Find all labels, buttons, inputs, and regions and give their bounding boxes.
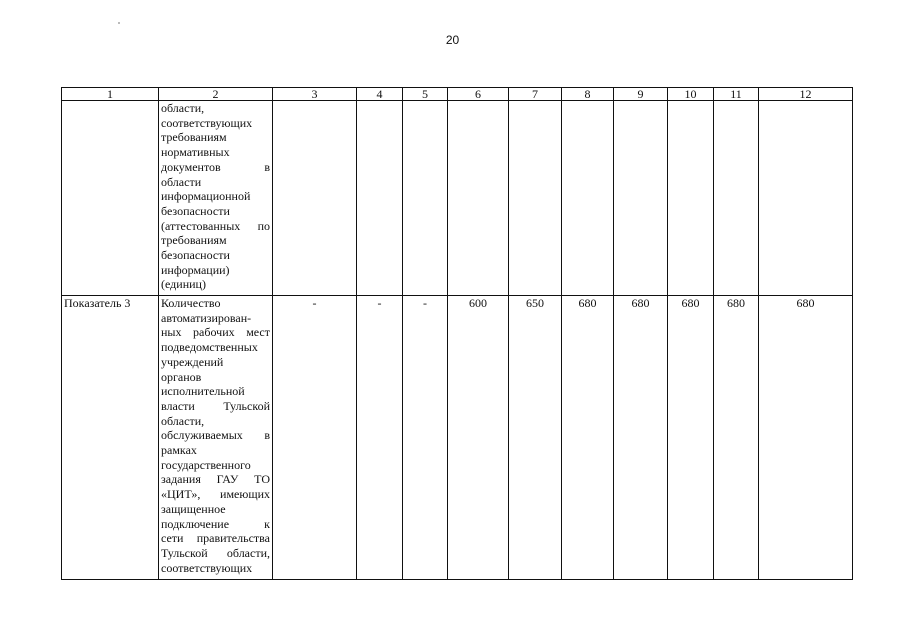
header-cell: 9: [614, 88, 668, 101]
header-cell: 5: [403, 88, 448, 101]
description-line: требованиям: [161, 233, 227, 248]
value-cell: 680: [668, 296, 714, 580]
indicator-cell: [62, 101, 159, 296]
page-number: 20: [445, 33, 460, 47]
description-line: рамках: [161, 443, 197, 458]
description-line: исполнительной: [161, 384, 245, 399]
value-cell: -: [403, 296, 448, 580]
value-cell: 680: [759, 296, 853, 580]
value-cell: 680: [714, 296, 759, 580]
description-line: обслуживаемых в: [161, 428, 270, 443]
value-cell: [614, 101, 668, 296]
description-line: безопасности: [161, 248, 230, 263]
header-cell: 2: [159, 88, 273, 101]
description-line: ных рабочих мест: [161, 325, 270, 340]
header-cell: 11: [714, 88, 759, 101]
description-line: власти Тульской: [161, 398, 270, 413]
header-row: [62, 88, 853, 101]
value-cell: [562, 101, 614, 296]
description-line: (единиц): [161, 277, 206, 292]
value-cell: [403, 101, 448, 296]
value-cell: -: [357, 296, 403, 580]
description-line: нормативных: [161, 145, 230, 160]
description-line: (аттестованных по: [161, 218, 270, 233]
indicator-cell: Показатель 3: [62, 296, 159, 580]
description-line: области: [161, 174, 202, 189]
description-line: требованиям: [161, 130, 227, 145]
description-line: информации): [161, 262, 230, 277]
header-cell: 4: [357, 88, 403, 101]
description-line: Тульской области,: [161, 545, 270, 560]
description-line: документов в: [161, 159, 270, 174]
description-line: безопасности: [161, 203, 230, 218]
value-cell: [668, 101, 714, 296]
header-cell: 10: [668, 88, 714, 101]
header-cell: 6: [448, 88, 509, 101]
value-cell: [759, 101, 853, 296]
value-cell: 680: [562, 296, 614, 580]
description-line: информационной: [161, 189, 251, 204]
description-line: подключение к: [161, 516, 270, 531]
description-line: подведомственных: [161, 340, 258, 355]
table-row: [62, 296, 853, 580]
description-line: области,: [161, 101, 205, 115]
value-cell: 680: [614, 296, 668, 580]
value-cell: [448, 101, 509, 296]
header-cell: 1: [62, 88, 159, 101]
description-line: соответствующих: [161, 560, 253, 575]
indicators-table: [61, 87, 853, 580]
value-cell: 650: [509, 296, 562, 580]
description-line: области,: [161, 413, 205, 428]
description-line: Количество: [161, 296, 221, 310]
description-line: «ЦИТ», имеющих: [161, 487, 270, 502]
header-cell: 8: [562, 88, 614, 101]
header-cell: 12: [759, 88, 853, 101]
description-cell: [159, 296, 273, 580]
value-cell: [273, 101, 357, 296]
table-row: [62, 101, 853, 296]
value-cell: [714, 101, 759, 296]
value-cell: 600: [448, 296, 509, 580]
header-cell: 3: [273, 88, 357, 101]
description-line: сети правительства: [161, 531, 270, 546]
scan-speck: [118, 22, 120, 24]
description-line: органов: [161, 369, 202, 384]
value-cell: -: [273, 296, 357, 580]
description-cell: [159, 101, 273, 296]
description-line: соответствующих: [161, 115, 253, 130]
value-cell: [509, 101, 562, 296]
description-line: задания ГАУ ТО: [161, 472, 270, 487]
description-line: государственного: [161, 457, 251, 472]
description-line: автоматизирован-: [161, 310, 252, 325]
description-line: учреждений: [161, 354, 224, 369]
value-cell: [357, 101, 403, 296]
description-line: защищенное: [161, 501, 226, 516]
header-cell: 7: [509, 88, 562, 101]
